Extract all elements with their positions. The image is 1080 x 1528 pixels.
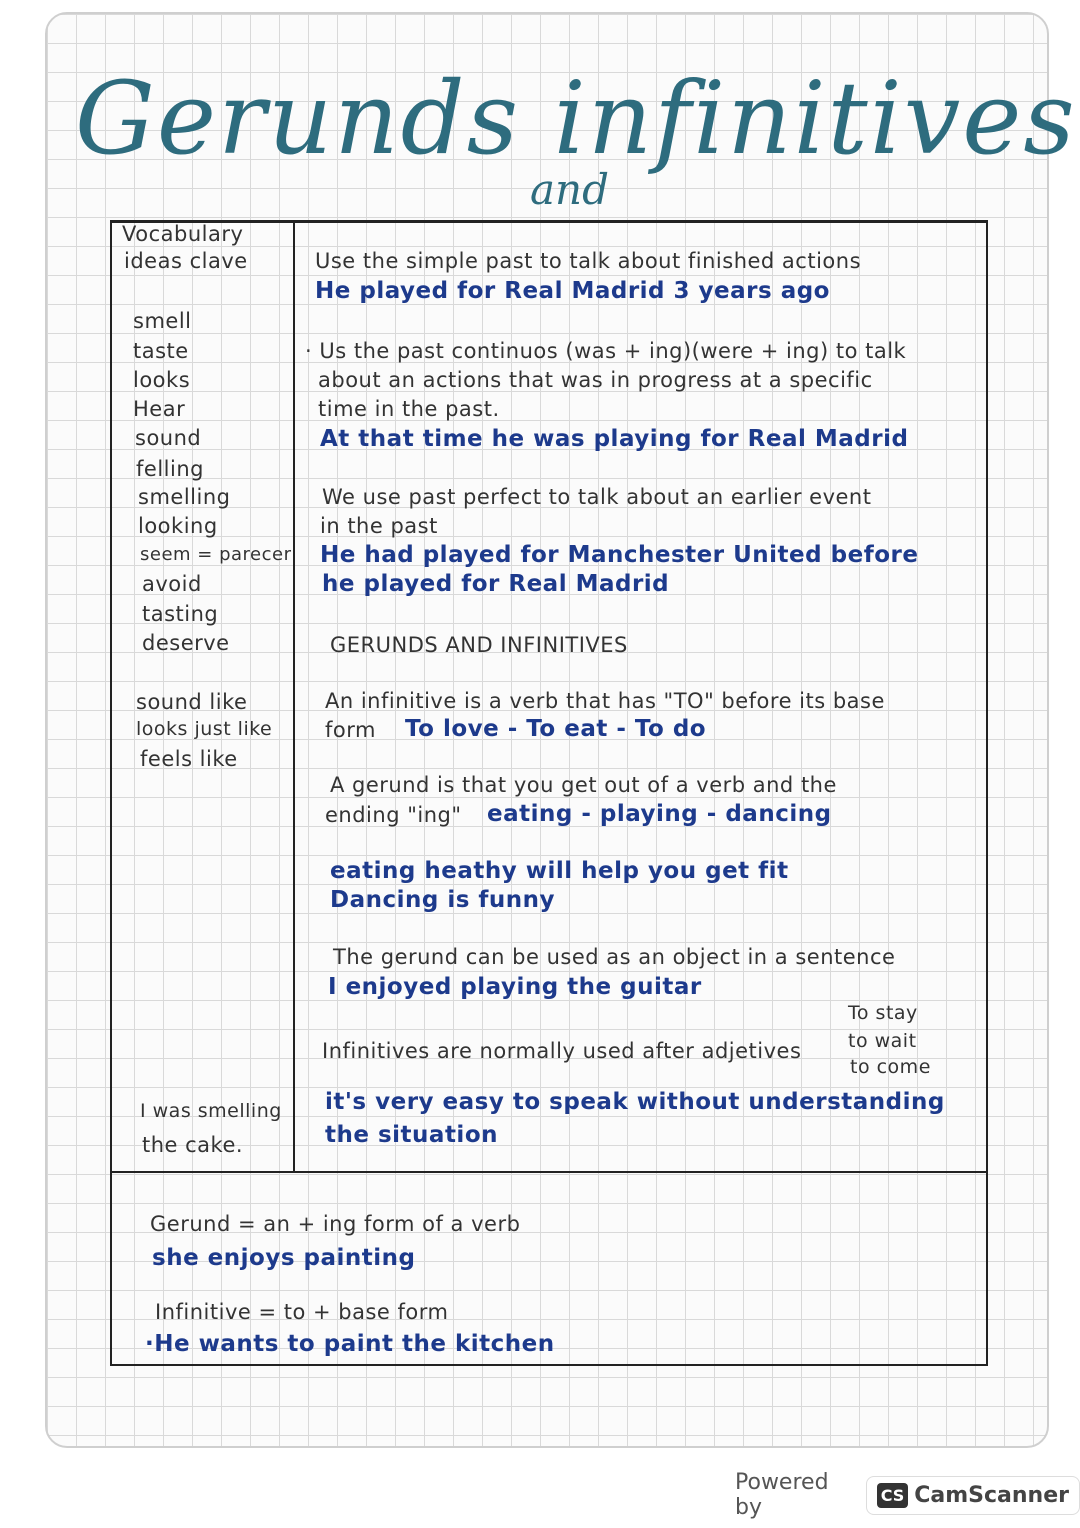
camscanner-logo-icon: CS xyxy=(877,1483,909,1508)
note-text: about an actions that was in progress at a specific xyxy=(318,368,873,392)
vocab-item: tasting xyxy=(142,602,219,626)
note-text: Use the simple past to talk about finished actions xyxy=(315,249,862,273)
vocab-item: Hear xyxy=(133,397,186,421)
section-heading: GERUNDS AND INFINITIVES xyxy=(330,633,628,657)
summary-divider xyxy=(110,1171,988,1173)
vocab-item: looking xyxy=(138,514,218,538)
vocab-item: the cake. xyxy=(142,1133,244,1157)
note-example: the situation xyxy=(325,1122,498,1148)
note-text: An infinitive is a verb that has "TO" before its base xyxy=(325,689,885,713)
vocab-item: taste xyxy=(133,339,189,363)
note-text: We use past perfect to talk about an earlier event xyxy=(322,485,872,509)
vocab-item: seem = parecer xyxy=(140,544,292,565)
note-example: He had played for Manchester United before xyxy=(320,542,919,568)
note-text: The gerund can be used as an object in a sentence xyxy=(333,945,896,969)
note-text: ending "ing" xyxy=(325,803,462,827)
note-example: eating - playing - dancing xyxy=(487,801,832,827)
powered-by-label: Powered by xyxy=(735,1470,829,1520)
note-text: · Us the past continuos (was + ing)(were + ing) to talk xyxy=(305,339,907,363)
vocab-item: looks xyxy=(133,368,191,392)
branch-item: to wait xyxy=(848,1030,917,1052)
camscanner-watermark xyxy=(735,1470,1080,1520)
vocab-heading: Vocabulary xyxy=(122,222,244,246)
vocab-item: felling xyxy=(136,457,204,481)
title-and: and xyxy=(530,165,609,214)
note-text: Infinitives are normally used after adjetives xyxy=(322,1039,802,1063)
vocab-subheading: ideas clave xyxy=(124,249,248,273)
note-example: he played for Real Madrid xyxy=(322,571,670,597)
table-bottom-border xyxy=(110,1364,988,1366)
table-left-border xyxy=(110,220,112,1365)
infinitive-example: ·He wants to paint the kitchen xyxy=(145,1331,555,1357)
gerund-definition: Gerund = an + ing form of a verb xyxy=(150,1212,521,1236)
vocab-item: I was smelling xyxy=(140,1100,282,1122)
vocab-item: looks just like xyxy=(136,718,273,740)
note-text: time in the past. xyxy=(318,397,500,421)
camscanner-brand xyxy=(866,1476,1080,1515)
vocab-item: avoid xyxy=(142,572,202,596)
infinitive-definition: Infinitive = to + base form xyxy=(155,1300,449,1324)
note-text: form xyxy=(325,718,376,742)
note-example: eating heathy will help you get fit xyxy=(330,858,789,884)
note-example: it's very easy to speak without understanding xyxy=(325,1089,945,1115)
camscanner-name: CamScanner xyxy=(914,1482,1069,1508)
branch-item: to come xyxy=(850,1056,931,1078)
branch-item: To stay xyxy=(848,1002,918,1024)
vocab-item: sound xyxy=(135,426,202,450)
table-right-border xyxy=(986,220,988,1365)
note-text: A gerund is that you get out of a verb and the xyxy=(330,773,837,797)
column-divider xyxy=(293,220,295,1172)
vocab-item: sound like xyxy=(136,690,248,714)
vocab-item: smelling xyxy=(138,485,231,509)
note-example: Dancing is funny xyxy=(330,887,556,913)
gerund-example: she enjoys painting xyxy=(152,1245,416,1271)
note-example: I enjoyed playing the guitar xyxy=(328,974,702,1000)
note-example: He played for Real Madrid 3 years ago xyxy=(315,278,830,304)
page-title: Gerunds infinitives xyxy=(75,60,1077,177)
vocab-item: deserve xyxy=(142,631,230,655)
vocab-item: feels like xyxy=(140,747,238,771)
vocab-item: smell xyxy=(133,309,192,333)
note-text: in the past xyxy=(320,514,438,538)
note-example: At that time he was playing for Real Madrid xyxy=(320,426,909,452)
note-example: To love - To eat - To do xyxy=(405,716,707,742)
